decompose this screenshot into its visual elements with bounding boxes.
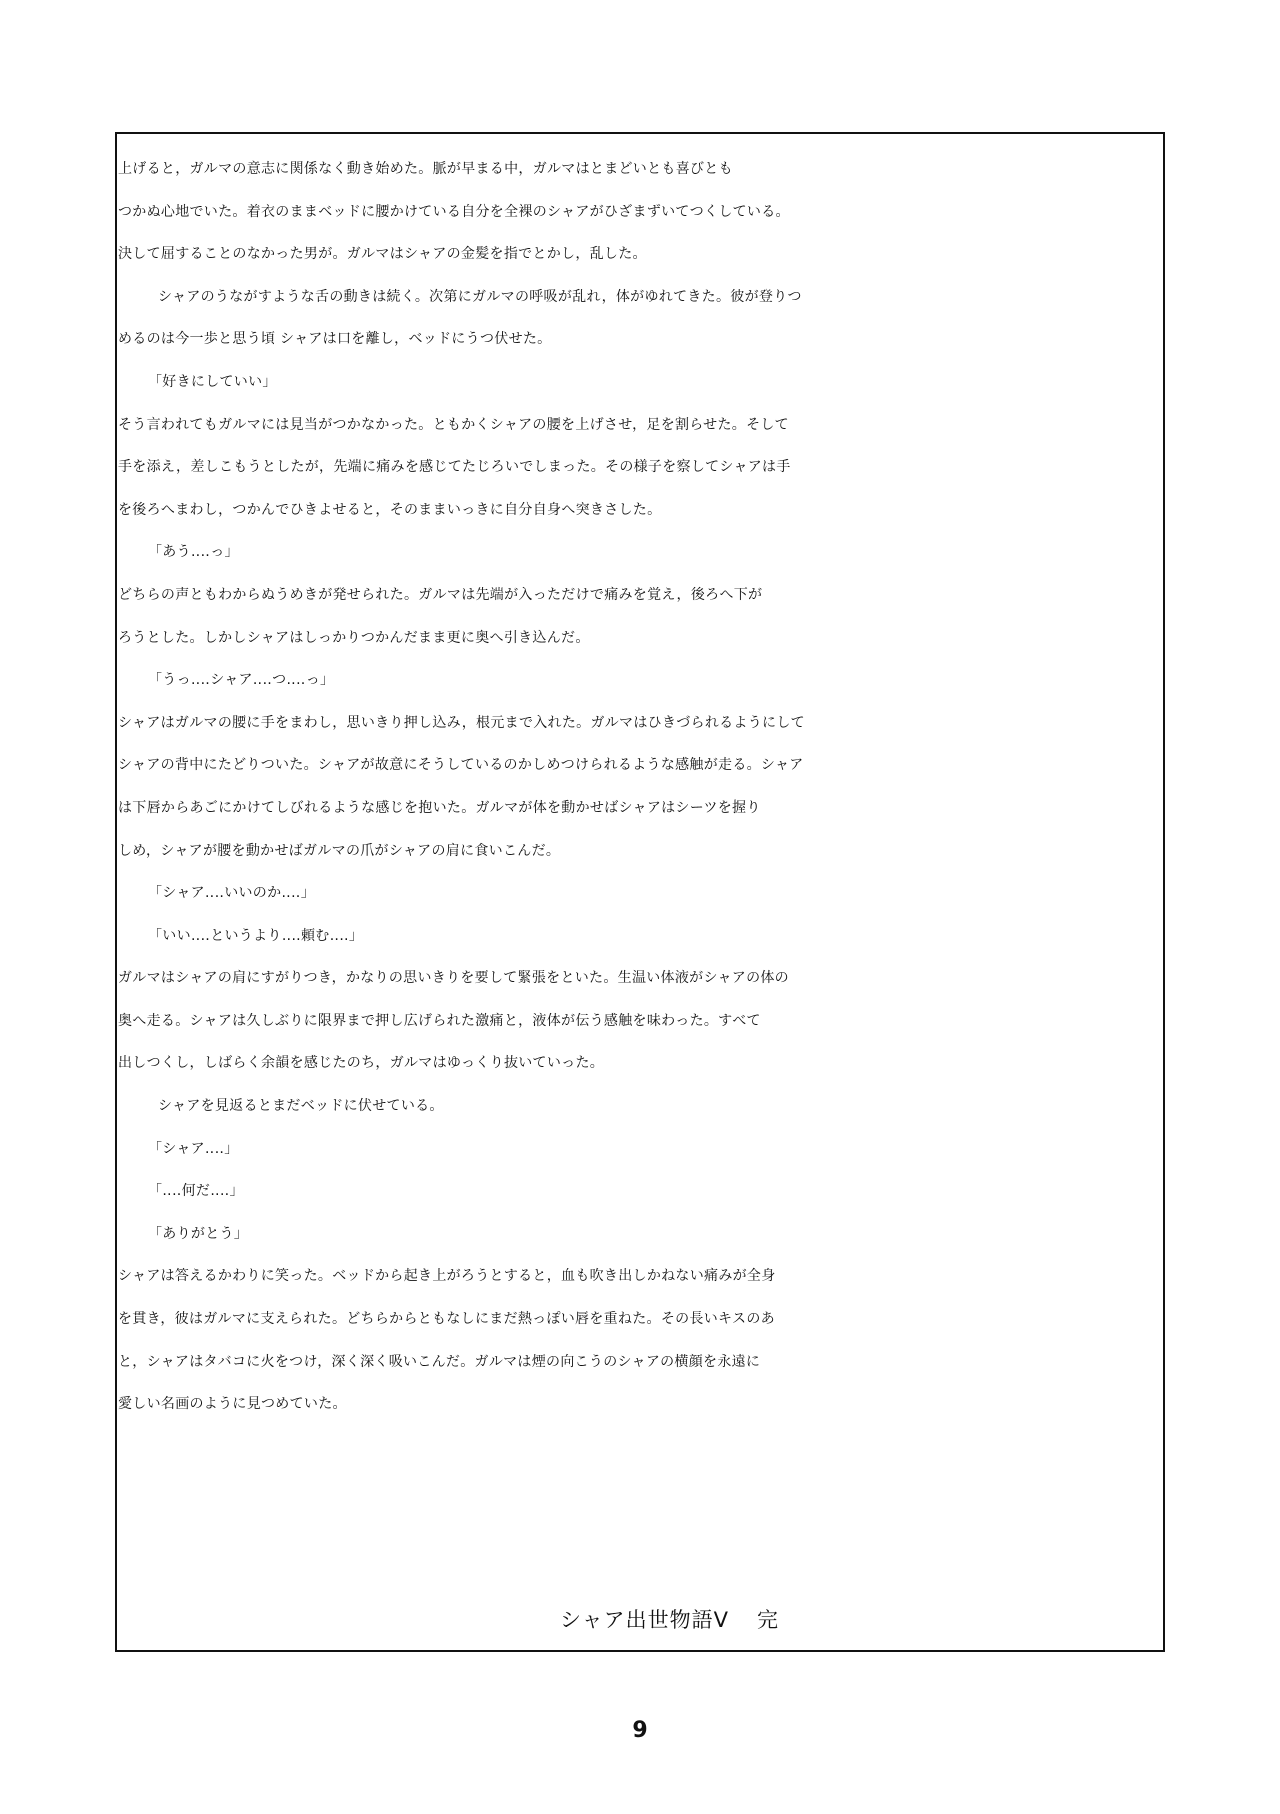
text-line: 出しつくし，しばらく余韻を感じたのち，ガルマはゆっくり抜いていった。 bbox=[118, 1055, 605, 1072]
text-line: めるのは今一歩と思う頃 シャアは口を離し，ベッドにうつ伏せた。 bbox=[118, 331, 552, 348]
dialogue-line: 「‥‥何だ‥‥」 bbox=[148, 1183, 244, 1200]
dialogue-line: 「シャア‥‥いいのか‥‥」 bbox=[148, 885, 315, 902]
end-mark: 完 bbox=[756, 1608, 779, 1632]
dialogue-line: 「うっ‥‥シャア‥‥つ‥‥っ」 bbox=[148, 672, 335, 689]
text-line: しめ，シャアが腰を動かせばガルマの爪がシャアの肩に食いこんだ。 bbox=[118, 842, 561, 859]
text-line: ガルマはシャアの肩にすがりつき，かなりの思いきりを要して緊張をといた。生温い体液がシャアの体の bbox=[118, 970, 789, 987]
text-line: 奥へ走る。シャアは久しぶりに限界まで押し広げられた激痛と，液体が伝う感触を味わった。すべて bbox=[118, 1012, 761, 1029]
text-line: を後ろへまわし，つかんでひきよせると，そのままいっきに自分自身へ突きさした。 bbox=[118, 501, 662, 518]
text-line: シャアは答えるかわりに笑った。ベッドから起き上がろうとすると，血も吹き出しかねない痛みが全身 bbox=[118, 1268, 776, 1285]
text-line: を貫き，彼はガルマに支えられた。どちらからともなしにまだ熱っぽい唇を重ねた。その長いキスのあ bbox=[118, 1311, 775, 1328]
dialogue-line: 「あう‥‥っ」 bbox=[148, 544, 239, 561]
page-number: 9 bbox=[632, 1718, 648, 1743]
text-line: は下唇からあごにかけてしびれるような感じを抱いた。ガルマが体を動かせばシャアはシーツを握り bbox=[118, 799, 761, 816]
text-line: シャアはガルマの腰に手をまわし，思いきり押し込み，根元まで入れた。ガルマはひきづられるようにして bbox=[118, 714, 805, 731]
dialogue-line: 「ありがとう」 bbox=[148, 1225, 249, 1242]
story-text bbox=[118, 148, 1163, 1426]
closing-line bbox=[560, 1604, 779, 1634]
text-line: シャアのうながすような舌の動きは続く。次第にガルマの呼吸が乱れ，体がゆれてきた。彼が登りつ bbox=[158, 288, 802, 305]
text-line: 決して屈することのなかった男が。ガルマはシャアの金髪を指でとかし，乱した。 bbox=[118, 246, 647, 263]
dialogue-line: 「シャア‥‥」 bbox=[148, 1140, 239, 1157]
text-line: どちらの声ともわからぬうめきが発せられた。ガルマは先端が入っただけで痛みを覚え，後ろへ下が bbox=[118, 586, 763, 603]
text-line: 上げると，ガルマの意志に関係なく動き始めた。脈が早まる中，ガルマはとまどいとも喜びとも bbox=[118, 161, 733, 177]
dialogue-line: 「好きにしていい」 bbox=[148, 373, 277, 390]
text-line: ろうとした。しかしシャアはしっかりつかんだまま更に奥へ引き込んだ。 bbox=[118, 629, 590, 646]
text-line: シャアの背中にたどりついた。シャアが故意にそうしているのかしめつけられるような感触が走る。シャア bbox=[118, 757, 804, 774]
story-title: シャア出世物語Ⅴ bbox=[560, 1608, 729, 1632]
dialogue-line: 「いい‥‥というより‥‥頼む‥‥」 bbox=[148, 927, 364, 944]
text-line: そう言われてもガルマには見当がつかなかった。ともかくシャアの腰を上げさせ，足を割らせた。そして bbox=[118, 416, 789, 433]
text-line: 手を添え，差しこもうとしたが，先端に痛みを感じてたじろいでしまった。その様子を察してシャアは手 bbox=[118, 459, 791, 476]
text-line: 愛しい名画のように見つめていた。 bbox=[118, 1396, 347, 1413]
text-line: と，シャアはタバコに火をつけ，深く深く吸いこんだ。ガルマは煙の向こうのシャアの横顔を永遠に bbox=[118, 1353, 761, 1370]
text-line: シャアを見返るとまだベッドに伏せている。 bbox=[158, 1098, 444, 1115]
text-line: つかぬ心地でいた。着衣のままベッドに腰かけている自分を全裸のシャアがひざまずいてつくしている。 bbox=[118, 203, 790, 220]
